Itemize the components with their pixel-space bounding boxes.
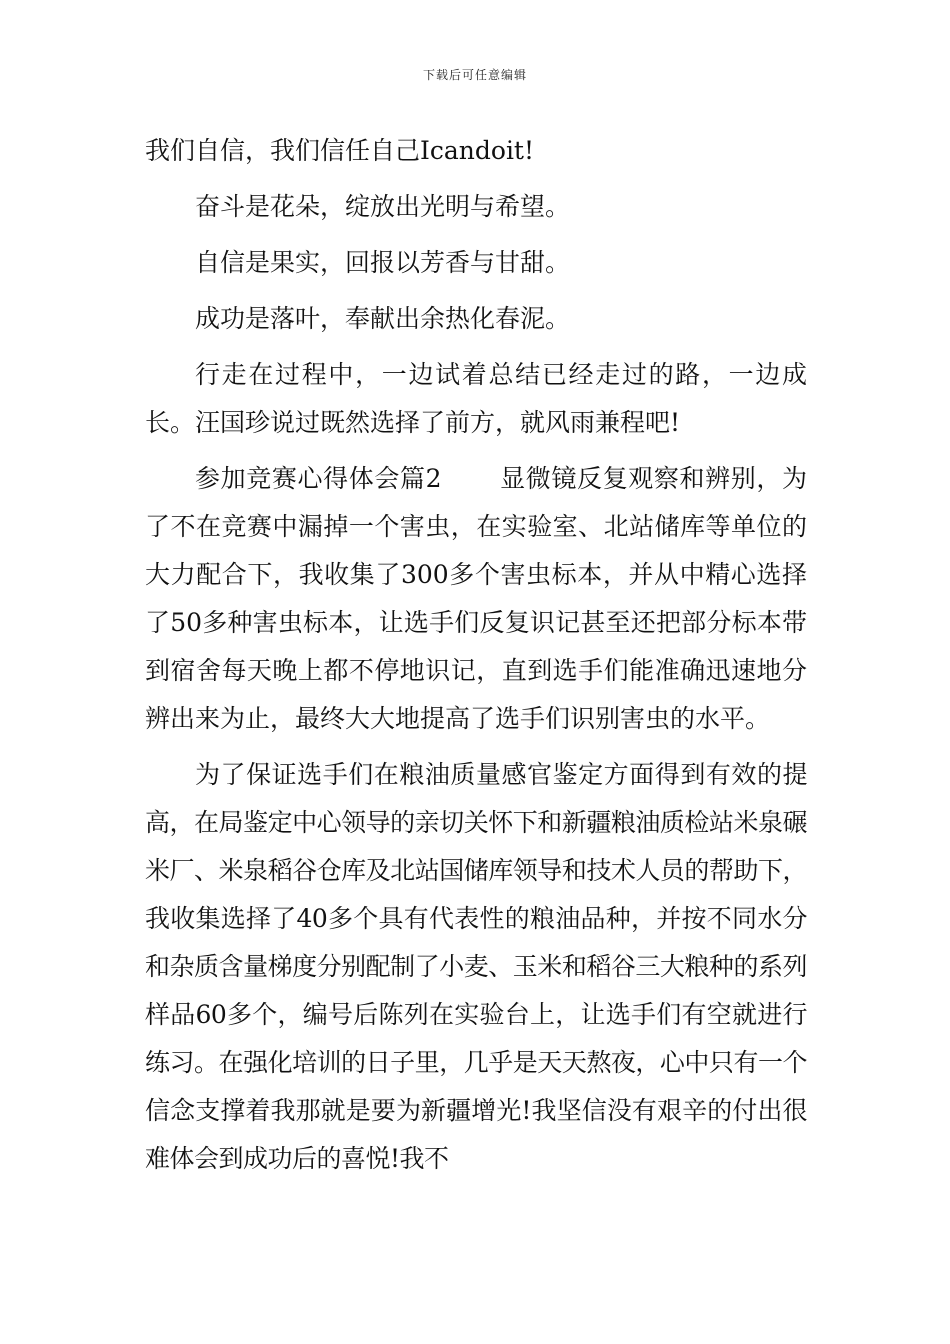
paragraph-1: 我们自信，我们信任自己Icandoit! (145, 136, 535, 165)
section-body: 显微镜反复观察和辨别，为了不在竞赛中漏掉一个害虫，在实验室、北站储库等单位的大力配合下，我收集了300多个害虫标本，并从中精心选择了50多种害虫标本，让选手们反复识记甚至还把部分标本带到宿舍每天晚上都不停地识记，直到选手们能准确迅速地分辨出来为止，最终大大地提高了选手们识别害虫的水平。 (145, 464, 807, 733)
document-body (145, 127, 807, 1183)
paragraph-2: 奋斗是花朵，绽放出光明与希望。 (195, 192, 571, 221)
paragraph-6 (145, 455, 807, 743)
paragraph-5: 行走在过程中，一边试着总结已经走过的路，一边成长。汪国珍说过既然选择了前方，就风雨兼程吧! (145, 360, 807, 437)
header-note: 下载后可任意编辑 (422, 68, 527, 82)
section-heading: 参加竞赛心得体会篇2 (195, 464, 442, 493)
paragraph-7: 为了保证选手们在粮油质量感官鉴定方面得到有效的提高，在局鉴定中心领导的亲切关怀下和新疆粮油质检站米泉碾米厂、米泉稻谷仓库及北站国储库领导和技术人员的帮助下，我收集选择了40多个具有代表性的粮油品种，并按不同水分和杂质含量梯度分别配制了小麦、玉米和稻谷三大粮种的系列样品60多个，编号后陈列在实验台上，让选手们有空就进行练习。在强化培训的日子里，几乎是天天熬夜，心中只有一个信念支撑着我那就是要为新疆增光!我坚信没有艰辛的付出很难体会到成功后的喜悦!我不 (145, 760, 807, 1173)
paragraph-4: 成功是落叶，奉献出余热化春泥。 (195, 304, 571, 333)
paragraph-3: 自信是果实，回报以芳香与甘甜。 (195, 248, 571, 277)
